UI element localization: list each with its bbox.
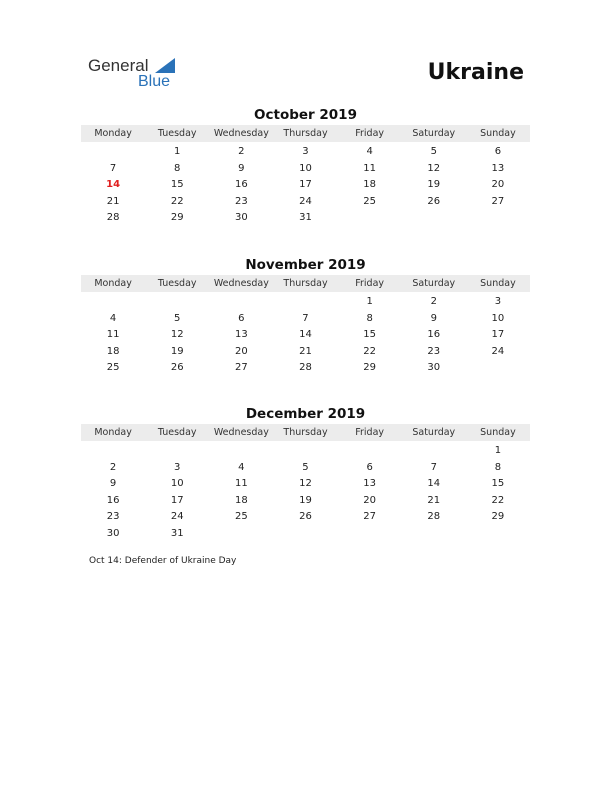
month-block [81,405,530,543]
day-cell: 5 [430,146,437,157]
day-cell: 6 [366,461,373,473]
day-cell: 4 [238,461,245,473]
weekday-label: Wednesday [213,427,269,438]
day-cell: 21 [427,494,441,506]
day-cell: 23 [234,195,248,207]
month-block [81,106,530,227]
day-cell: 12 [427,162,441,174]
holiday-notes [89,556,236,566]
day-cell: 13 [234,329,248,341]
month-title: October 2019 [254,107,357,123]
weekday-label: Thursday [283,128,328,139]
day-cell: 31 [299,212,312,224]
day-cell: 14 [299,329,312,341]
day-cell: 13 [491,162,505,174]
weekday-label: Thursday [283,427,328,438]
day-cell: 19 [299,494,312,506]
day-cell: 16 [106,494,120,506]
day-cell: 23 [106,511,120,523]
day-cell: 15 [170,179,184,191]
day-cell: 3 [494,296,502,307]
logo-triangle-icon [155,58,175,73]
day-cell-empty [81,443,145,460]
day-cell: 26 [427,195,441,207]
day-cell: 4 [366,146,373,157]
day-cell-empty [209,443,273,460]
day-cell: 24 [170,511,184,523]
day-cell-empty [402,443,466,460]
day-cell: 17 [491,329,505,341]
day-cell-empty [273,294,337,311]
day-cell: 11 [363,162,376,174]
day-cell-empty [273,443,337,460]
day-cell: 22 [491,494,505,506]
country-title: Ukraine [427,60,524,85]
day-cell: 8 [366,312,373,324]
day-cell: 15 [491,478,505,490]
weekday-label: Sunday [480,278,516,289]
weekday-label: Saturday [412,427,456,438]
day-cell-empty [145,294,209,311]
day-cell: 1 [174,146,181,157]
month-block [81,256,530,377]
day-cell: 21 [106,195,120,207]
day-cell: 8 [494,461,502,473]
day-cell: 13 [363,478,376,490]
weekday-label: Friday [355,427,385,438]
weekday-label: Tuesday [157,427,197,438]
day-cell: 20 [491,179,505,191]
day-cell: 29 [363,362,376,374]
weekday-label: Wednesday [213,278,269,289]
day-cell: 17 [299,179,312,191]
day-cell: 9 [238,162,245,174]
day-cell: 24 [491,345,505,357]
day-cell: 7 [302,312,309,324]
day-cell: 25 [234,511,248,523]
day-cell: 29 [491,511,505,523]
day-cell: 10 [299,162,312,174]
weekday-label: Monday [94,128,132,139]
day-cell: 3 [302,146,309,157]
weekday-label: Monday [94,278,132,289]
day-cell: 1 [494,445,502,456]
day-cell: 26 [299,511,312,523]
day-cell: 16 [234,179,248,191]
holiday-note: Oct 14: Defender of Ukraine Day [89,556,237,566]
day-cell: 3 [174,461,181,473]
day-cell: 14 [427,478,441,490]
day-cell: 2 [109,461,117,473]
day-cell: 6 [494,146,502,157]
day-cell: 28 [299,362,312,374]
day-cell: 25 [363,195,376,207]
day-cell: 16 [427,329,441,341]
weekday-header-row [81,125,530,142]
day-cell: 10 [491,312,505,324]
day-cell: 6 [238,312,245,324]
day-cell: 8 [174,162,181,174]
day-cell-empty [338,443,402,460]
month-title: November 2019 [245,257,366,273]
general-blue-logo [88,56,188,92]
weekday-label: Friday [355,128,385,139]
day-cell: 30 [106,527,120,539]
day-cell: 4 [109,312,117,324]
day-cell: 19 [427,179,441,191]
day-cell: 12 [170,329,184,341]
weekday-label: Tuesday [157,128,197,139]
day-cell: 1 [366,296,373,307]
weekday-label: Sunday [480,427,516,438]
day-cell: 28 [427,511,441,523]
day-cell: 25 [106,362,120,374]
day-cell: 30 [427,362,441,374]
day-cell: 17 [170,494,184,506]
logo-text-blue: Blue [138,73,171,90]
day-cell-empty [209,294,273,311]
day-cell: 27 [234,362,248,374]
day-cell: 2 [238,146,245,157]
day-cell: 19 [170,345,184,357]
weekday-label: Saturday [412,278,456,289]
weekday-label: Tuesday [157,278,197,289]
weekday-label: Friday [355,278,385,289]
day-cell: 9 [430,312,437,324]
weekday-header-row [81,275,530,292]
day-cell: 21 [299,345,312,357]
day-cell-empty [145,443,209,460]
day-cell: 7 [430,461,437,473]
weekday-label: Sunday [480,128,516,139]
day-cell: 18 [106,345,120,357]
day-cell: 22 [363,345,376,357]
day-cell: 30 [234,212,248,224]
day-cell: 2 [430,296,437,307]
weekday-label: Saturday [412,128,456,139]
day-cell-empty [81,294,145,311]
day-cell: 27 [491,195,505,207]
day-cell: 26 [170,362,184,374]
day-cell-empty [81,144,145,161]
weekday-header-row [81,424,530,441]
day-cell: 12 [299,478,312,490]
day-cell: 11 [106,329,120,341]
day-cell: 23 [427,345,441,357]
weekday-label: Monday [94,427,132,438]
day-grid [81,294,530,377]
day-cell: 5 [302,461,309,473]
logo-text-general: General [88,56,149,75]
day-cell: 20 [363,494,376,506]
weekday-label: Thursday [283,278,328,289]
day-cell: 11 [234,478,248,490]
day-cell: 29 [170,212,184,224]
day-cell: 9 [109,478,117,490]
day-cell: 20 [234,345,248,357]
day-grid [81,443,530,543]
day-cell: 5 [174,312,181,324]
day-cell: 24 [299,195,312,207]
day-cell: 7 [109,162,117,174]
weekday-label: Wednesday [213,128,269,139]
day-cell: 28 [106,212,120,224]
day-cell: 18 [363,179,376,191]
day-cell: 15 [363,329,376,341]
day-cell: 22 [170,195,184,207]
day-cell: 10 [170,478,184,490]
month-title: December 2019 [245,406,366,422]
day-cell: 31 [170,527,184,539]
day-grid [81,144,530,227]
day-cell-holiday: 14 [106,179,121,191]
day-cell: 27 [363,511,376,523]
day-cell: 18 [234,494,248,506]
